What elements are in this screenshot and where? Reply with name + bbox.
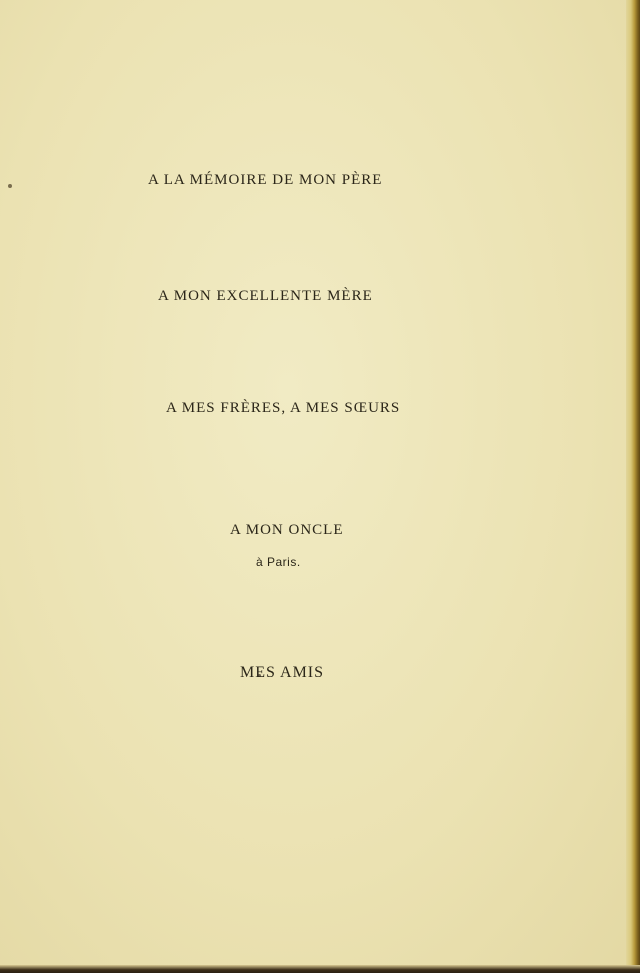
dedication-line-mother: A MON EXCELLENTE MÈRE bbox=[158, 288, 373, 304]
page-bottom-edge bbox=[0, 965, 640, 973]
paper-speck bbox=[8, 184, 12, 188]
dedication-line-uncle: A MON ONCLE bbox=[230, 522, 344, 538]
dedication-line-father: A LA MÉMOIRE DE MON PÈRE bbox=[148, 172, 383, 188]
dedication-line-siblings: A MES FRÈRES, A MES SŒURS bbox=[166, 400, 401, 416]
dedication-line-friends: MES AMIS bbox=[240, 664, 325, 681]
dedication-line-uncle-location: à Paris. bbox=[256, 555, 301, 569]
page-spine-edge bbox=[626, 0, 640, 973]
